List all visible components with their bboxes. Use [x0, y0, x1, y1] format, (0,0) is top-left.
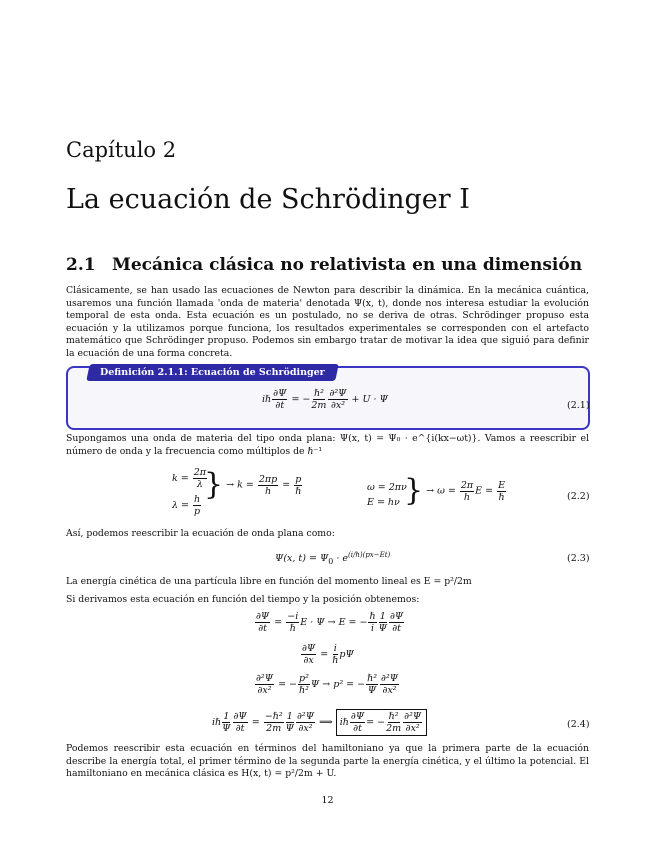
wavenumber-relations: k = $\frac{2\pi}{\lambda}$ λ = $\frac{h}{p}$	[172, 467, 207, 517]
definition-title: Definición 2.1.1: Ecuación de Schrödinger	[86, 364, 338, 381]
chapter-title: La ecuación de Schrödinger I	[66, 184, 470, 215]
space-derivative-equation: $\frac{\partial\Psi}{\partial x}$ = $\frac{i}{\text{ℏ}}$ pΨ	[302, 643, 354, 666]
section-heading	[66, 255, 582, 275]
equation-number-2-2: (2.2)	[567, 491, 590, 502]
frequency-relations: ω = 2πν E = hν	[367, 482, 407, 508]
schrodinger-equation: iℏ $\frac{\partial\Psi}{\partial t}$ = − $\frac{\text{ℏ²}}{2m}$ $\frac{\text{∂²Ψ}}{\text{∂x²}}$ + U · Ψ	[262, 388, 388, 411]
paragraph-plane-wave: Supongamos una onda de materia del tipo onda plana: Ψ(x, t) = Ψ₀ · e^{i(kx−ωt)}. Vamos a reescribir el número de onda y la frecuencia como múltiplos de ℏ⁻¹	[66, 433, 589, 457]
frequency-result: } → ω = $\frac{2\pi}{h}$ E = $\frac{E}{\text{ℏ}}$	[404, 473, 506, 508]
section-title: Mecánica clásica no relativista en una dimensión	[112, 255, 583, 275]
page-number: 12	[321, 795, 334, 806]
time-derivative-equation: $\frac{\partial\Psi}{\partial t}$ = $\frac{-i}{\text{ℏ}}$ E · Ψ → E = − $\frac{\text{ℏ}}{i}$ $\frac{1}{\Psi}$ $\frac{\partial\Psi}{\partial t}$	[256, 611, 404, 634]
wavenumber-result: } → k = $\frac{2\pi p}{h}$ = $\frac{p}{\text{ℏ}}$	[204, 467, 302, 502]
paragraph-kinetic-energy: La energía cinética de una partícula libre en función del momento lineal es E = p²/2m	[66, 576, 472, 587]
paragraph-derivatives: Si derivamos esta ecuación en función del tiempo y la posición obtenemos:	[66, 594, 420, 605]
paragraph-intro: Clásicamente, se han usado las ecuaciones de Newton para describir la dinámica. En la mecánica cuántica, usaremos una función llamada 'onda de materia' denotada Ψ(x, t), donde nos interesa estudiar la evolución temporal de esta onda. Esta ecuación es un postulado, no se deriva de otras. Schrödinger propuso esta ecuación y la utilizamos porque funciona, los resultados experimentales se corresponden con el artefacto matemático que Schrödinger propuso. Podemos sin embargo tratar de motivar la idea que siguió para definir la ecuación de una forma concreta.	[66, 285, 589, 359]
plane-wave-equation: Ψ(x, $t) = \Psi_0 \cdot e^{(i/\hbar)(px-Et)}$	[275, 551, 391, 567]
equation-number-2-4: (2.4)	[567, 719, 590, 730]
equation-number-2-3: (2.3)	[567, 553, 590, 564]
equation-number-2-1: (2.1)	[567, 400, 590, 411]
chapter-label: Capítulo 2	[66, 138, 177, 162]
second-derivative-equation: $\frac{\text{∂²Ψ}}{\text{∂x²}}$ = − $\frac{\text{p²}}{\text{ℏ²}}$ Ψ → p² = − $\frac{\text{ℏ²}}{\Psi}$ $\frac{\text{∂²Ψ}}{\text{∂x²}}$	[256, 673, 399, 696]
paragraph-rewrite: Así, podemos reescribir la ecuación de onda plana como:	[66, 528, 335, 539]
combined-equation: iℏ $\frac{1}{\Psi}$ $\frac{\partial\Psi}{\partial t}$ = $\frac{\text{−ℏ²}}{2m}$ $\frac{1}{\Psi}$ $\frac{\text{∂²Ψ}}{\text{∂x²}}$ ⟹ iℏ $\frac{\partial\Psi}{\partial t}$ = − $\frac{\text{ℏ²}}{2m}$ $\frac{\text{∂²Ψ}}{\text{∂x²}}$	[212, 709, 427, 736]
boxed-result-equation: iℏ $\frac{\partial\Psi}{\partial t}$ = − $\frac{\text{ℏ²}}{2m}$ $\frac{\text{∂²Ψ}}{\text{∂x²}}$	[336, 709, 428, 736]
paragraph-hamiltonian: Podemos reescribir esta ecuación en términos del hamiltoniano ya que la primera parte de la ecuación describe la energía total, el primer término de la segunda parte la energía cinética, y el último la potencial. El hamiltoniano en mecánica clásica es H(x, t) = p²/2m + U.	[66, 743, 589, 780]
section-number: 2.1	[66, 255, 96, 275]
